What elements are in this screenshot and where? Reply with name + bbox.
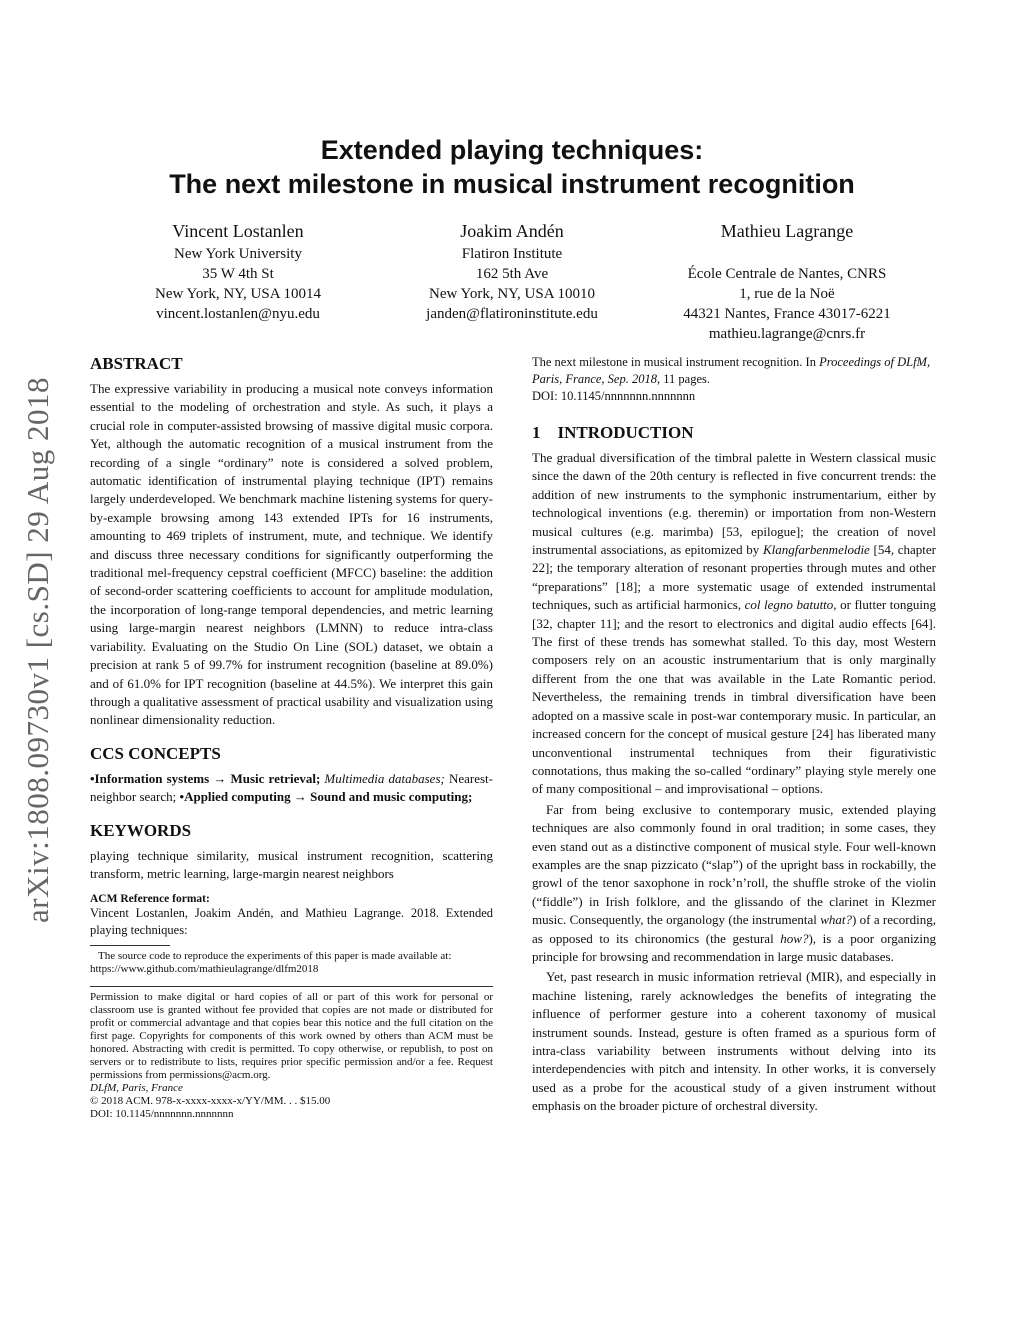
arxiv-sidebar (14, 340, 62, 960)
introduction-heading: 1 INTRODUCTION (532, 423, 694, 442)
permission-doi: DOI: 10.1145/nnnnnnn.nnnnnnn (90, 1108, 234, 1121)
permission-separator (90, 986, 493, 987)
author-affiliation: École Centrale de Nantes, CNRS (687, 266, 887, 282)
ref-cont-text: The next milestone in musical instrument recognition. In (532, 355, 820, 369)
ccs-item-1: •Information systems → Music retrieval; (90, 770, 321, 786)
p2-italic-2: how? (780, 930, 809, 946)
ccs-item-3: •Applied computing → Sound and music computing; (179, 789, 473, 805)
reference-continuation (532, 354, 936, 388)
permission-copyright: © 2018 ACM. 978-x-xxxx-xxxx-x/YY/MM. . . $15.00 (90, 1095, 331, 1108)
ref-cont-italic: Proceedings of DLfM, Paris, France, Sep. 2018, (532, 355, 931, 386)
ccs-text (90, 770, 493, 807)
p1-text-a: The gradual diversification of the timbral palette in Western classical music since the dawn of the 20th century is reflected in five concurrent trends: the addition of new instruments to the symphonic instrumentarium, either by technological inventions (e.g. theremin) or importation from non-Western musical cultures (e.g. marimba) [53, epilogue]; the creation of novel instrumental associations, as epitomized by (532, 450, 936, 558)
permission-text: Permission to make digital or hard copies of all or part of this work for personal or classroom use is granted without fee provided that copies are not made or distributed for profit or commercial advantage and that copies bear this notice and the full citation on the first page. Copyrights for components of this work owned by others than ACM must be honored. Abstracting with credit is permitted. To copy otherwise, or republish, to post on servers or to redistribute to lists, requires prior specific permission and/or a fee. Request permissions from permissions@acm.org. (90, 991, 493, 1082)
paper-title (0, 133, 1024, 201)
author-city: New York, NY, USA 10014 (154, 286, 321, 302)
permission-venue: DLfM, Paris, France (90, 1082, 183, 1095)
author-address: 162 5th Ave (475, 266, 549, 282)
ccs-item-1-italic: Multimedia databases; (320, 770, 445, 786)
footnote-separator (90, 945, 170, 946)
ref-cont-pages: 11 pages. (660, 372, 710, 386)
ccs-item-2: Nearest-neighbor search; (90, 770, 493, 805)
arxiv-identifier: arXiv:1808.09730v1 [cs.SD] 29 Aug 2018 (20, 377, 55, 923)
p1-italic-1: Klangfarbenmelodie (762, 542, 870, 558)
author-name: Joakim Andén (460, 221, 564, 241)
acm-ref-heading: ACM Reference format: (90, 893, 210, 906)
p2-text-c: ), is a poor organizing principle for browsing and recommendation in large music databases. (532, 930, 936, 964)
author-affiliation: Flatiron Institute (461, 246, 563, 262)
author-address: 35 W 4th St (202, 266, 274, 282)
p1-text-b: [54, chapter 22]; the temporary alteration of resonant properties through mutes and other “preparations” [18]; a more systematic usage of extended instrumental techniques, such as artificial harmonics, (532, 542, 936, 613)
keywords-text: playing technique similarity, musical instrument recognition, scattering transform, metric learning, large-margin nearest neighbors (90, 847, 493, 881)
footnote-text: The source code to reproduce the experiments of this paper is made available at: https://www.github.com/mathieulagrange/dlfm2018 (90, 950, 452, 976)
reference-doi: DOI: 10.1145/nnnnnnn.nnnnnnn (532, 389, 696, 403)
ccs-heading: CCS CONCEPTS (90, 743, 221, 763)
intro-paragraph-3: Yet, past research in music information retrieval (MIR), and especially in machine listening, rarely acknowledges the benefits of integrating the influence of performer gesture into a coherent taxonomy of musical instrument sounds. Instead, gesture is often framed as a spurious form of intra-class variability between instruments without delving into its interdependencies with pitch and intensity. In other works, it is conversely used as a probe for the acoustical study of a given instrument without emphasis on the broader picture of orchestral diversity. (532, 969, 936, 1114)
author-email: mathieu.lagrange@cnrs.fr (708, 326, 866, 342)
author-affiliation-blank (637, 244, 937, 264)
author-email: janden@flatironinstitute.edu (426, 306, 598, 322)
p2-text-a: Far from being exclusive to contemporary music, extended playing techniques are also commonly found in oral tradition; in some cases, they even stand out as a distinctive component of musical style. Four well-known examples are the snap pizzicato (“slap”) of the upright bass in rockabilly, the growl of the tenor saxophone in rock’n’roll, the shuffle stroke of the violin (“fiddle”) in Irish folklore, and the glissando of the clarinet in Klezmer music. Consequently, the organology (the instrumental (532, 801, 936, 928)
abstract-heading: ABSTRACT (90, 354, 183, 373)
author-block-2 (362, 218, 662, 324)
author-name: Vincent Lostanlen (172, 221, 304, 241)
p1-text-c: or flutter tonguing [32, chapter 11]; and the resort to electronics and digital audio effects [64]. The first of these trends has somewhat stalled. To this day, most Western composers rely on an acoustic instrumentarium that is only marginally different from the one that was available in the Late Romantic period. Nevertheless, the remaining trends in timbral diversification have been adopted on a massive scale in post-war contemporary music. In particular, an increased concern for the concept of musical gesture [24] has liberated many unconventional instrumental techniques from their figurativistic connotations, thus making the so-called “ordinary” playing style merely one of many compositional – and improvisational – options. (532, 597, 936, 797)
acm-ref-text: Vincent Lostanlen, Joakim Andén, and Mathieu Lagrange. 2018. Extended playing techniques: (90, 906, 493, 938)
p1-italic-2: col legno batutto, (744, 597, 837, 613)
p2-italic-1: what? (820, 912, 853, 928)
abstract-text: The expressive variability in producing a musical note conveys information essential to the modeling of orchestration and style. As such, it plays a crucial role in computer-assisted browsing of massive digital music corpora. Yet, although the automatic recognition of a musical instrument from the recording of a single “ordinary” note is considered a solved problem, automatic identification of instrumental playing technique (IPT) remains largely underdeveloped. We benchmark machine listening systems for query-by-example browsing among 143 extended IPTs for 16 instruments, amounting to 469 triplets of instrument, mute, and technique. We identify and discuss three necessary conditions for significantly outperforming the traditional mel-frequency cepstral coefficient (MFCC) baseline: the addition of second-order scattering coefficients to account for amplitude modulation, the incorporation of long-range temporal dependencies, and metric learning using large-margin nearest neighbors (LMNN) to reduce intra-class variability. Evaluating on the Studio On Line (SOL) dataset, we obtain a precision at rank 5 of 99.7% for instrument recognition (baseline at 89.0%) and of 61.0% for IPT recognition (baseline at 44.5%). We interpret this gain through a qualitative assessment of practical usability and visualization using nonlinear dimensionality reduction. (90, 381, 493, 728)
author-name: Mathieu Lagrange (720, 221, 854, 241)
intro-paragraph-2 (532, 801, 936, 967)
author-affiliation: New York University (174, 246, 302, 262)
left-column (90, 354, 493, 1121)
keywords-heading: KEYWORDS (90, 820, 192, 840)
right-column (532, 354, 936, 1116)
p2-text-b: ) of a recording, as opposed to its chironomics (the gestural (532, 912, 936, 946)
title-line-2: The next milestone in musical instrument recognition (169, 169, 855, 199)
title-line-1: Extended playing techniques: (320, 135, 704, 165)
author-city: New York, NY, USA 10010 (428, 286, 595, 302)
author-block-3 (637, 218, 937, 344)
author-block-1 (88, 218, 388, 324)
author-email: vincent.lostanlen@nyu.edu (156, 306, 320, 322)
author-city: 44321 Nantes, France 43017-6221 (683, 306, 891, 322)
author-address: 1, rue de la Noë (739, 286, 835, 302)
intro-paragraph-1 (532, 449, 936, 799)
